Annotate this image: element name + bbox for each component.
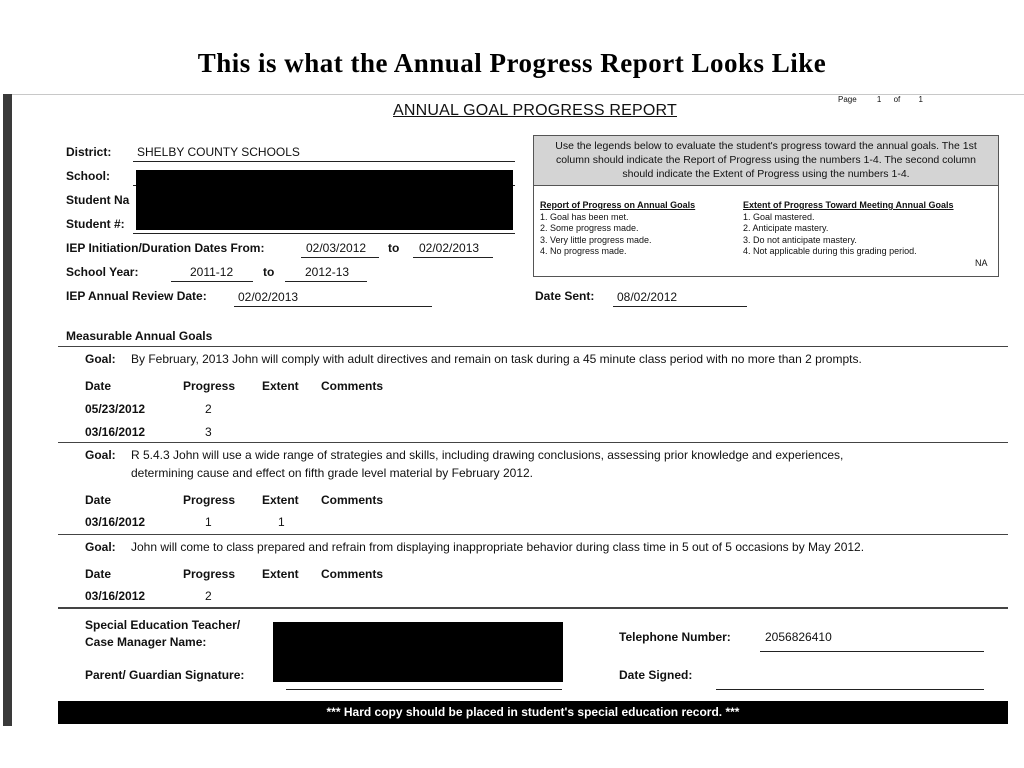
report-legend-item: 1. Goal has been met. bbox=[540, 211, 629, 222]
goal-text-line-2: determining cause and effect on fifth grade level material by February 2012. bbox=[131, 466, 534, 480]
page-number bbox=[838, 95, 923, 104]
row-date: 03/16/2012 bbox=[85, 589, 146, 603]
report-legend-item: 2. Some progress made. bbox=[540, 223, 639, 233]
extent-legend-item: 2. Anticipate mastery. bbox=[743, 223, 829, 233]
row-date: 05/23/2012 bbox=[85, 402, 146, 416]
telephone-value: 2056826410 bbox=[765, 630, 832, 644]
iep-to-value: 02/02/2013 bbox=[419, 241, 480, 255]
report-legend-item: 4. No progress made. bbox=[540, 246, 627, 256]
page-label: Page bbox=[838, 95, 857, 104]
extent-legend-item: 1. Goal mastered. bbox=[743, 211, 815, 222]
column-extent: Extent bbox=[262, 567, 299, 581]
review-date-label: IEP Annual Review Date: bbox=[66, 289, 207, 303]
school-year-to: 2012-13 bbox=[305, 265, 350, 279]
row-progress: 2 bbox=[205, 589, 212, 603]
legend-instructions: Use the legends below to evaluate the student's progress toward the annual goals. The 1st column should indicate the Report of Progress using the numbers 1-4. The second column should indicate the Extent of Progress using the numbers 1-4. bbox=[534, 136, 998, 186]
student-number-underline bbox=[133, 233, 515, 234]
goals-divider bbox=[58, 346, 1008, 347]
school-label: School: bbox=[66, 169, 110, 183]
slide-title: This is what the Annual Progress Report Looks Like bbox=[197, 48, 827, 78]
page-total: 1 bbox=[918, 95, 923, 104]
report-title: ANNUAL GOAL PROGRESS REPORT bbox=[393, 102, 677, 119]
iep-from-value: 02/03/2012 bbox=[306, 241, 367, 255]
goal-text: By February, 2013 John will comply with adult directives and remain on task during a 45 minute class period with no more than 2 prompts. bbox=[131, 352, 862, 366]
school-year-to-label: to bbox=[263, 265, 275, 279]
column-date: Date bbox=[85, 493, 112, 507]
goal-label: Goal: bbox=[85, 352, 116, 366]
school-year-to-underline bbox=[285, 281, 367, 282]
redacted-teacher-name bbox=[273, 622, 563, 682]
column-extent: Extent bbox=[262, 493, 299, 507]
goal-text-line-1: R 5.4.3 John will use a wide range of strategies and skills, including drawing conclusions, assessing prior knowledge and experiences, bbox=[131, 448, 844, 462]
column-progress: Progress bbox=[183, 379, 236, 393]
report-legend-item: 3. Very little progress made. bbox=[540, 234, 652, 245]
page-current: 1 bbox=[876, 95, 882, 104]
row-extent: 1 bbox=[278, 515, 285, 529]
district-label: District: bbox=[66, 145, 112, 159]
column-date: Date bbox=[85, 379, 112, 393]
footer-notice: *** Hard copy should be placed in student's special education record. *** bbox=[58, 701, 1008, 724]
column-comments: Comments bbox=[321, 567, 384, 581]
teacher-label-line-2: Case Manager Name: bbox=[85, 635, 207, 649]
page-of: of bbox=[893, 95, 901, 104]
row-date: 03/16/2012 bbox=[85, 425, 146, 439]
iep-to-label: to bbox=[388, 241, 400, 255]
goal-divider bbox=[58, 442, 1008, 443]
report-of-progress-legend bbox=[540, 200, 695, 258]
iep-dates-label: IEP Initiation/Duration Dates From: bbox=[66, 241, 265, 255]
district-underline bbox=[133, 161, 515, 162]
review-date-value: 02/02/2013 bbox=[238, 290, 299, 304]
extent-legend-item: 4. Not applicable during this grading period. bbox=[743, 246, 917, 256]
goals-heading: Measurable Annual Goals bbox=[66, 329, 213, 343]
extent-legend-heading: Extent of Progress Toward Meeting Annual Goals bbox=[743, 200, 954, 210]
parent-signature-underline bbox=[286, 689, 562, 690]
extent-legend-item: 3. Do not anticipate mastery. bbox=[743, 234, 857, 245]
column-progress: Progress bbox=[183, 567, 236, 581]
date-sent-underline bbox=[613, 306, 747, 307]
date-signed-underline bbox=[716, 689, 984, 690]
student-name-label: Student Na bbox=[66, 193, 130, 207]
district-value: SHELBY COUNTY SCHOOLS bbox=[137, 145, 300, 159]
school-year-from: 2011-12 bbox=[190, 265, 234, 279]
column-progress: Progress bbox=[183, 493, 236, 507]
column-extent: Extent bbox=[262, 379, 299, 393]
row-progress: 2 bbox=[205, 402, 212, 416]
row-progress: 1 bbox=[205, 515, 212, 529]
goals-end-divider bbox=[58, 607, 1008, 609]
date-sent-label: Date Sent: bbox=[535, 289, 595, 303]
parent-signature-label: Parent/ Guardian Signature: bbox=[85, 668, 245, 682]
row-date: 03/16/2012 bbox=[85, 515, 146, 529]
redacted-student-info bbox=[136, 170, 513, 230]
date-signed-label: Date Signed: bbox=[619, 668, 693, 682]
goal-text: John will come to class prepared and refrain from displaying inappropriate behavior during class time in 5 out of 5 occasions by May 2012. bbox=[131, 540, 865, 554]
na-label: NA bbox=[975, 258, 988, 268]
extent-of-progress-legend bbox=[743, 200, 954, 258]
school-year-from-underline bbox=[171, 281, 253, 282]
iep-to-underline bbox=[413, 257, 493, 258]
column-comments: Comments bbox=[321, 379, 384, 393]
legend-box bbox=[533, 135, 999, 277]
goal-divider bbox=[58, 534, 1008, 535]
column-comments: Comments bbox=[321, 493, 384, 507]
telephone-label: Telephone Number: bbox=[619, 630, 731, 644]
row-progress: 3 bbox=[205, 425, 212, 439]
goal-label: Goal: bbox=[85, 448, 116, 462]
date-sent-value: 08/02/2012 bbox=[617, 290, 678, 304]
school-year-label: School Year: bbox=[66, 265, 139, 279]
goal-label: Goal: bbox=[85, 540, 116, 554]
review-date-underline bbox=[234, 306, 432, 307]
column-date: Date bbox=[85, 567, 112, 581]
student-number-label: Student #: bbox=[66, 217, 125, 231]
teacher-label-line-1: Special Education Teacher/ bbox=[85, 618, 241, 632]
telephone-underline bbox=[760, 651, 984, 652]
report-legend-heading: Report of Progress on Annual Goals bbox=[540, 200, 696, 210]
iep-from-underline bbox=[301, 257, 379, 258]
